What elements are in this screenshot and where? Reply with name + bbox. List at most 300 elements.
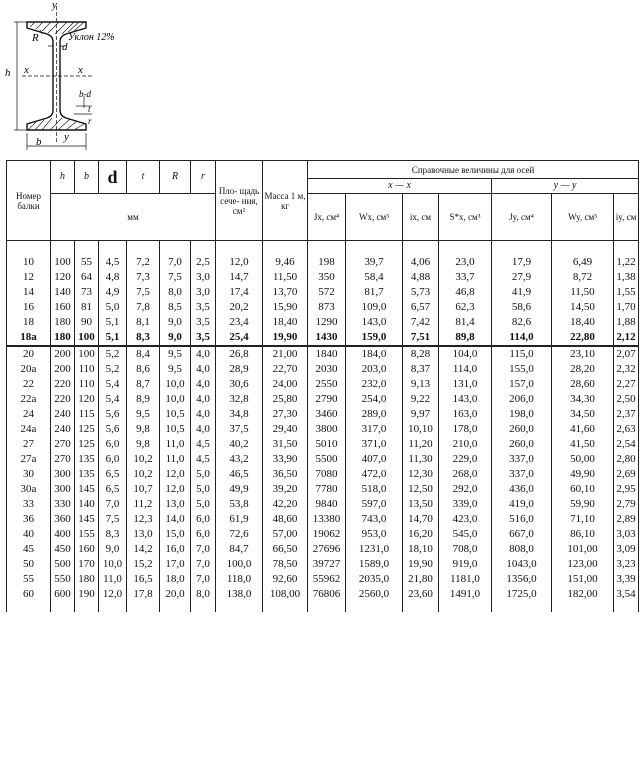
cell-Wx: 371,0 <box>346 437 403 452</box>
cell-b: 145 <box>75 482 99 497</box>
cell-Wy: 71,10 <box>552 512 614 527</box>
cell-area: 53,8 <box>216 497 263 512</box>
cell-ix: 7,42 <box>403 315 439 330</box>
cell-t: 10,2 <box>127 452 160 467</box>
cell-b: 135 <box>75 452 99 467</box>
cell-Jy: 82,6 <box>492 315 552 330</box>
cell-Sx: 545,0 <box>439 527 492 542</box>
cell-nomer: 16 <box>7 300 51 315</box>
cell-iy: 2,69 <box>614 467 639 482</box>
cell-Wx: 203,0 <box>346 362 403 377</box>
cell-Sx: 339,0 <box>439 497 492 512</box>
cell-area: 43,2 <box>216 452 263 467</box>
cell-nomer: 55 <box>7 572 51 587</box>
ref-values-header: Справочные величины для осей <box>308 161 639 179</box>
cell-Jx: 1290 <box>308 315 346 330</box>
col-Jy-header: Jy, см⁴ <box>492 194 552 241</box>
cell-h: 220 <box>51 392 75 407</box>
cell-d: 5,2 <box>99 346 127 362</box>
cell-Wy: 50,00 <box>552 452 614 467</box>
cell-nomer: 24a <box>7 422 51 437</box>
cell-Wy: 34,50 <box>552 407 614 422</box>
cell-mass: 31,50 <box>263 437 308 452</box>
cell-nomer: 18 <box>7 315 51 330</box>
cell-iy: 3,03 <box>614 527 639 542</box>
col-d-header: d <box>99 161 127 194</box>
cell-ix: 16,20 <box>403 527 439 542</box>
cell-b: 115 <box>75 407 99 422</box>
cell-area: 49,9 <box>216 482 263 497</box>
cell-Sx: 114,0 <box>439 362 492 377</box>
cell-Wy: 11,50 <box>552 285 614 300</box>
cell-h: 100 <box>51 241 75 271</box>
cell-Wy: 34,30 <box>552 392 614 407</box>
cell-area: 26,8 <box>216 346 263 362</box>
cell-R: 18,0 <box>160 572 191 587</box>
cell-ix: 18,10 <box>403 542 439 557</box>
cell-Jy: 157,0 <box>492 377 552 392</box>
cell-t: 8,6 <box>127 362 160 377</box>
cell-mass: 25,80 <box>263 392 308 407</box>
cell-mass: 19,90 <box>263 330 308 346</box>
cell-Sx: 178,0 <box>439 422 492 437</box>
col-t-header: t <box>127 161 160 194</box>
cell-ix: 5,73 <box>403 285 439 300</box>
cell-Jy: 808,0 <box>492 542 552 557</box>
cell-Wy: 123,00 <box>552 557 614 572</box>
cell-nomer: 40 <box>7 527 51 542</box>
cell-b: 64 <box>75 270 99 285</box>
cell-Wx: 953,0 <box>346 527 403 542</box>
table-row <box>7 315 639 330</box>
cell-t: 7,3 <box>127 270 160 285</box>
cell-Wy: 8,72 <box>552 270 614 285</box>
cell-t: 8,3 <box>127 330 160 346</box>
cell-Jy: 260,0 <box>492 437 552 452</box>
cell-r: 6,0 <box>191 512 216 527</box>
cell-h: 500 <box>51 557 75 572</box>
cell-R: 9,5 <box>160 346 191 362</box>
table-row <box>7 587 639 612</box>
cell-d: 10,0 <box>99 557 127 572</box>
cell-Wy: 28,20 <box>552 362 614 377</box>
cell-R: 12,0 <box>160 467 191 482</box>
cell-Jx: 1840 <box>308 346 346 362</box>
cell-Sx: 104,0 <box>439 346 492 362</box>
cell-h: 330 <box>51 497 75 512</box>
radius-r-label: r <box>88 116 92 126</box>
cell-d: 5,6 <box>99 422 127 437</box>
cell-t: 9,8 <box>127 437 160 452</box>
cell-Sx: 23,0 <box>439 241 492 271</box>
cell-Jy: 516,0 <box>492 512 552 527</box>
cell-Wx: 143,0 <box>346 315 403 330</box>
cell-mass: 92,60 <box>263 572 308 587</box>
height-h-label: h <box>5 67 11 79</box>
cell-mass: 29,40 <box>263 422 308 437</box>
cell-Sx: 143,0 <box>439 392 492 407</box>
cell-t: 14,2 <box>127 542 160 557</box>
cell-Wx: 81,7 <box>346 285 403 300</box>
cell-Jx: 7080 <box>308 467 346 482</box>
cell-t: 7,5 <box>127 285 160 300</box>
cell-ix: 14,70 <box>403 512 439 527</box>
cell-area: 118,0 <box>216 572 263 587</box>
cell-h: 120 <box>51 270 75 285</box>
table-row <box>7 482 639 497</box>
cell-area: 32,8 <box>216 392 263 407</box>
cell-Wx: 1589,0 <box>346 557 403 572</box>
cell-iy: 2,07 <box>614 346 639 362</box>
cell-Wy: 49,90 <box>552 467 614 482</box>
cell-nomer: 20a <box>7 362 51 377</box>
cell-d: 12,0 <box>99 587 127 612</box>
cell-R: 7,0 <box>160 241 191 271</box>
cell-t: 8,7 <box>127 377 160 392</box>
cell-h: 300 <box>51 467 75 482</box>
cell-area: 72,6 <box>216 527 263 542</box>
cell-nomer: 60 <box>7 587 51 612</box>
cell-Jx: 55962 <box>308 572 346 587</box>
cell-Wy: 41,50 <box>552 437 614 452</box>
table-row <box>7 467 639 482</box>
cell-ix: 9,97 <box>403 407 439 422</box>
cell-Wx: 2560,0 <box>346 587 403 612</box>
cell-Wy: 18,40 <box>552 315 614 330</box>
cell-ix: 9,22 <box>403 392 439 407</box>
cell-h: 160 <box>51 300 75 315</box>
cell-b: 110 <box>75 362 99 377</box>
cell-Wy: 22,80 <box>552 330 614 346</box>
cell-Jx: 350 <box>308 270 346 285</box>
cell-area: 84,7 <box>216 542 263 557</box>
cell-iy: 2,63 <box>614 422 639 437</box>
table-row <box>7 270 639 285</box>
cell-Jx: 27696 <box>308 542 346 557</box>
table-row <box>7 285 639 300</box>
cell-ix: 7,51 <box>403 330 439 346</box>
cell-Jy: 1725,0 <box>492 587 552 612</box>
cell-r: 3,5 <box>191 330 216 346</box>
cell-Jy: 667,0 <box>492 527 552 542</box>
cell-nomer: 22a <box>7 392 51 407</box>
cell-d: 8,3 <box>99 527 127 542</box>
col-Sx-header: S*x, см³ <box>439 194 492 241</box>
cell-Wx: 317,0 <box>346 422 403 437</box>
cell-b: 73 <box>75 285 99 300</box>
cell-Wx: 743,0 <box>346 512 403 527</box>
cell-nomer: 22 <box>7 377 51 392</box>
col-h-header: h <box>51 161 75 194</box>
cell-h: 300 <box>51 482 75 497</box>
cell-Wx: 58,4 <box>346 270 403 285</box>
table-row <box>7 241 639 271</box>
cell-Jy: 419,0 <box>492 497 552 512</box>
cell-Jy: 114,0 <box>492 330 552 346</box>
cell-d: 5,1 <box>99 330 127 346</box>
cell-area: 138,0 <box>216 587 263 612</box>
cell-b: 190 <box>75 587 99 612</box>
cell-Jx: 2790 <box>308 392 346 407</box>
cell-Wx: 39,7 <box>346 241 403 271</box>
cell-area: 28,9 <box>216 362 263 377</box>
cell-Jx: 3800 <box>308 422 346 437</box>
cell-ix: 12,30 <box>403 467 439 482</box>
cell-d: 5,0 <box>99 300 127 315</box>
cell-Sx: 62,3 <box>439 300 492 315</box>
cell-Wy: 182,00 <box>552 587 614 612</box>
cell-t: 9,8 <box>127 422 160 437</box>
cell-nomer: 33 <box>7 497 51 512</box>
cell-d: 6,5 <box>99 482 127 497</box>
cell-iy: 2,79 <box>614 497 639 512</box>
cell-iy: 2,50 <box>614 392 639 407</box>
table-row <box>7 512 639 527</box>
cell-h: 360 <box>51 512 75 527</box>
cell-mass: 22,70 <box>263 362 308 377</box>
cell-area: 34,8 <box>216 407 263 422</box>
cell-Sx: 708,0 <box>439 542 492 557</box>
table-row <box>7 362 639 377</box>
cell-r: 3,5 <box>191 315 216 330</box>
cell-R: 9,5 <box>160 362 191 377</box>
cell-d: 5,4 <box>99 392 127 407</box>
cell-h: 140 <box>51 285 75 300</box>
cell-d: 5,6 <box>99 407 127 422</box>
cell-Jx: 13380 <box>308 512 346 527</box>
cell-t: 16,5 <box>127 572 160 587</box>
cell-b: 100 <box>75 346 99 362</box>
cell-h: 200 <box>51 346 75 362</box>
cell-r: 4,0 <box>191 422 216 437</box>
cell-r: 4,0 <box>191 346 216 362</box>
col-Wy-header: Wy, см³ <box>552 194 614 241</box>
cell-h: 270 <box>51 452 75 467</box>
cell-mass: 9,46 <box>263 241 308 271</box>
cell-h: 550 <box>51 572 75 587</box>
cell-ix: 8,28 <box>403 346 439 362</box>
cell-d: 4,5 <box>99 241 127 271</box>
cell-b: 125 <box>75 437 99 452</box>
cell-h: 200 <box>51 362 75 377</box>
cell-Jy: 41,9 <box>492 285 552 300</box>
cell-nomer: 12 <box>7 270 51 285</box>
cell-Sx: 268,0 <box>439 467 492 482</box>
cell-ix: 8,37 <box>403 362 439 377</box>
cell-d: 11,0 <box>99 572 127 587</box>
cell-b: 100 <box>75 330 99 346</box>
cell-iy: 1,55 <box>614 285 639 300</box>
cell-R: 15,0 <box>160 527 191 542</box>
cell-mass: 57,00 <box>263 527 308 542</box>
col-b-header: b <box>75 161 99 194</box>
cell-r: 6,0 <box>191 527 216 542</box>
cell-area: 20,2 <box>216 300 263 315</box>
cell-d: 5,1 <box>99 315 127 330</box>
cell-R: 10,5 <box>160 422 191 437</box>
cell-Jx: 5500 <box>308 452 346 467</box>
cell-area: 30,6 <box>216 377 263 392</box>
cell-Wy: 60,10 <box>552 482 614 497</box>
cell-nomer: 36 <box>7 512 51 527</box>
cell-t: 7,8 <box>127 300 160 315</box>
col-mass-header: Масса 1 м, кг <box>263 161 308 241</box>
cell-t: 8,1 <box>127 315 160 330</box>
cell-Jy: 436,0 <box>492 482 552 497</box>
cell-R: 20,0 <box>160 587 191 612</box>
cell-area: 14,7 <box>216 270 263 285</box>
cell-R: 8,5 <box>160 300 191 315</box>
cell-h: 400 <box>51 527 75 542</box>
cell-R: 13,0 <box>160 497 191 512</box>
cell-t: 10,2 <box>127 467 160 482</box>
cell-Wx: 518,0 <box>346 482 403 497</box>
cell-iy: 3,54 <box>614 587 639 612</box>
cell-mass: 42,20 <box>263 497 308 512</box>
cell-ix: 19,90 <box>403 557 439 572</box>
cell-R: 11,0 <box>160 437 191 452</box>
cell-iy: 2,89 <box>614 512 639 527</box>
cell-h: 240 <box>51 422 75 437</box>
cell-R: 10,0 <box>160 377 191 392</box>
cell-R: 10,0 <box>160 392 191 407</box>
radius-R-label: R <box>32 32 39 44</box>
cell-b: 145 <box>75 512 99 527</box>
cell-nomer: 30 <box>7 467 51 482</box>
cell-Jx: 2550 <box>308 377 346 392</box>
cell-iy: 2,37 <box>614 407 639 422</box>
cell-r: 7,0 <box>191 557 216 572</box>
cell-R: 8,0 <box>160 285 191 300</box>
cell-h: 180 <box>51 330 75 346</box>
cell-b: 180 <box>75 572 99 587</box>
slope-label: Уклон 12% <box>68 32 115 43</box>
cell-ix: 11,30 <box>403 452 439 467</box>
cell-Wx: 109,0 <box>346 300 403 315</box>
col-area-header: Пло- щадь сече- ния, см² <box>216 161 263 241</box>
cell-Jy: 260,0 <box>492 422 552 437</box>
cell-Jy: 206,0 <box>492 392 552 407</box>
cell-Jx: 198 <box>308 241 346 271</box>
cell-Jy: 115,0 <box>492 346 552 362</box>
cell-r: 7,0 <box>191 572 216 587</box>
cell-Wx: 159,0 <box>346 330 403 346</box>
cell-Jy: 337,0 <box>492 452 552 467</box>
cell-h: 270 <box>51 437 75 452</box>
cell-Wy: 6,49 <box>552 241 614 271</box>
table-row <box>7 497 639 512</box>
cell-Wy: 14,50 <box>552 300 614 315</box>
cell-b: 135 <box>75 467 99 482</box>
axis-x-header: x — x <box>308 179 492 194</box>
cell-R: 7,5 <box>160 270 191 285</box>
cell-R: 11,0 <box>160 452 191 467</box>
cell-ix: 11,20 <box>403 437 439 452</box>
cell-mass: 11,50 <box>263 270 308 285</box>
cell-Jy: 17,9 <box>492 241 552 271</box>
cell-r: 4,5 <box>191 452 216 467</box>
cell-Sx: 292,0 <box>439 482 492 497</box>
cell-r: 8,0 <box>191 587 216 612</box>
cell-r: 3,5 <box>191 300 216 315</box>
cell-Jx: 39727 <box>308 557 346 572</box>
col-iy-header: iy, см <box>614 194 639 241</box>
cell-Jy: 58,6 <box>492 300 552 315</box>
cell-t: 17,8 <box>127 587 160 612</box>
cell-Sx: 210,0 <box>439 437 492 452</box>
cell-b: 140 <box>75 497 99 512</box>
cell-Jy: 198,0 <box>492 407 552 422</box>
cell-Jy: 1043,0 <box>492 557 552 572</box>
cell-Sx: 89,8 <box>439 330 492 346</box>
cell-iy: 2,95 <box>614 482 639 497</box>
cell-b: 155 <box>75 527 99 542</box>
table-row <box>7 392 639 407</box>
cell-Wx: 232,0 <box>346 377 403 392</box>
web-thickness-label: d <box>62 41 68 53</box>
cell-area: 17,4 <box>216 285 263 300</box>
cell-ix: 21,80 <box>403 572 439 587</box>
col-Wx-header: Wx, см³ <box>346 194 403 241</box>
cell-iy: 2,27 <box>614 377 639 392</box>
cell-ix: 23,60 <box>403 587 439 612</box>
cell-r: 4,0 <box>191 377 216 392</box>
cell-R: 16,0 <box>160 542 191 557</box>
cell-t: 7,2 <box>127 241 160 271</box>
cell-iy: 1,88 <box>614 315 639 330</box>
cell-b: 81 <box>75 300 99 315</box>
cell-d: 5,2 <box>99 362 127 377</box>
cell-r: 5,0 <box>191 497 216 512</box>
cell-Wx: 289,0 <box>346 407 403 422</box>
cell-b: 160 <box>75 542 99 557</box>
cell-mass: 13,70 <box>263 285 308 300</box>
cell-nomer: 50 <box>7 557 51 572</box>
cell-mass: 21,00 <box>263 346 308 362</box>
cell-Sx: 131,0 <box>439 377 492 392</box>
cell-Jx: 7780 <box>308 482 346 497</box>
b-minus-d-label: b-d <box>79 89 91 99</box>
cell-ix: 10,10 <box>403 422 439 437</box>
cell-t: 15,2 <box>127 557 160 572</box>
cell-iy: 2,32 <box>614 362 639 377</box>
cell-Wy: 23,10 <box>552 346 614 362</box>
cell-Sx: 81,4 <box>439 315 492 330</box>
col-r-header: r <box>191 161 216 194</box>
cell-b: 90 <box>75 315 99 330</box>
table-row <box>7 330 639 346</box>
cell-h: 450 <box>51 542 75 557</box>
col-nomer-header: Номер балки <box>7 161 51 241</box>
cell-r: 4,0 <box>191 362 216 377</box>
cell-iy: 3,09 <box>614 542 639 557</box>
cell-mass: 33,90 <box>263 452 308 467</box>
cell-Jx: 572 <box>308 285 346 300</box>
i-beam-diagram <box>0 0 160 160</box>
table-row <box>7 422 639 437</box>
cell-b: 55 <box>75 241 99 271</box>
cell-d: 4,9 <box>99 285 127 300</box>
cell-nomer: 20 <box>7 346 51 362</box>
cell-Jy: 155,0 <box>492 362 552 377</box>
cell-ix: 12,50 <box>403 482 439 497</box>
cell-b: 110 <box>75 377 99 392</box>
cell-R: 12,0 <box>160 482 191 497</box>
cell-d: 4,8 <box>99 270 127 285</box>
table-row <box>7 407 639 422</box>
cell-Sx: 33,7 <box>439 270 492 285</box>
cell-Wx: 407,0 <box>346 452 403 467</box>
